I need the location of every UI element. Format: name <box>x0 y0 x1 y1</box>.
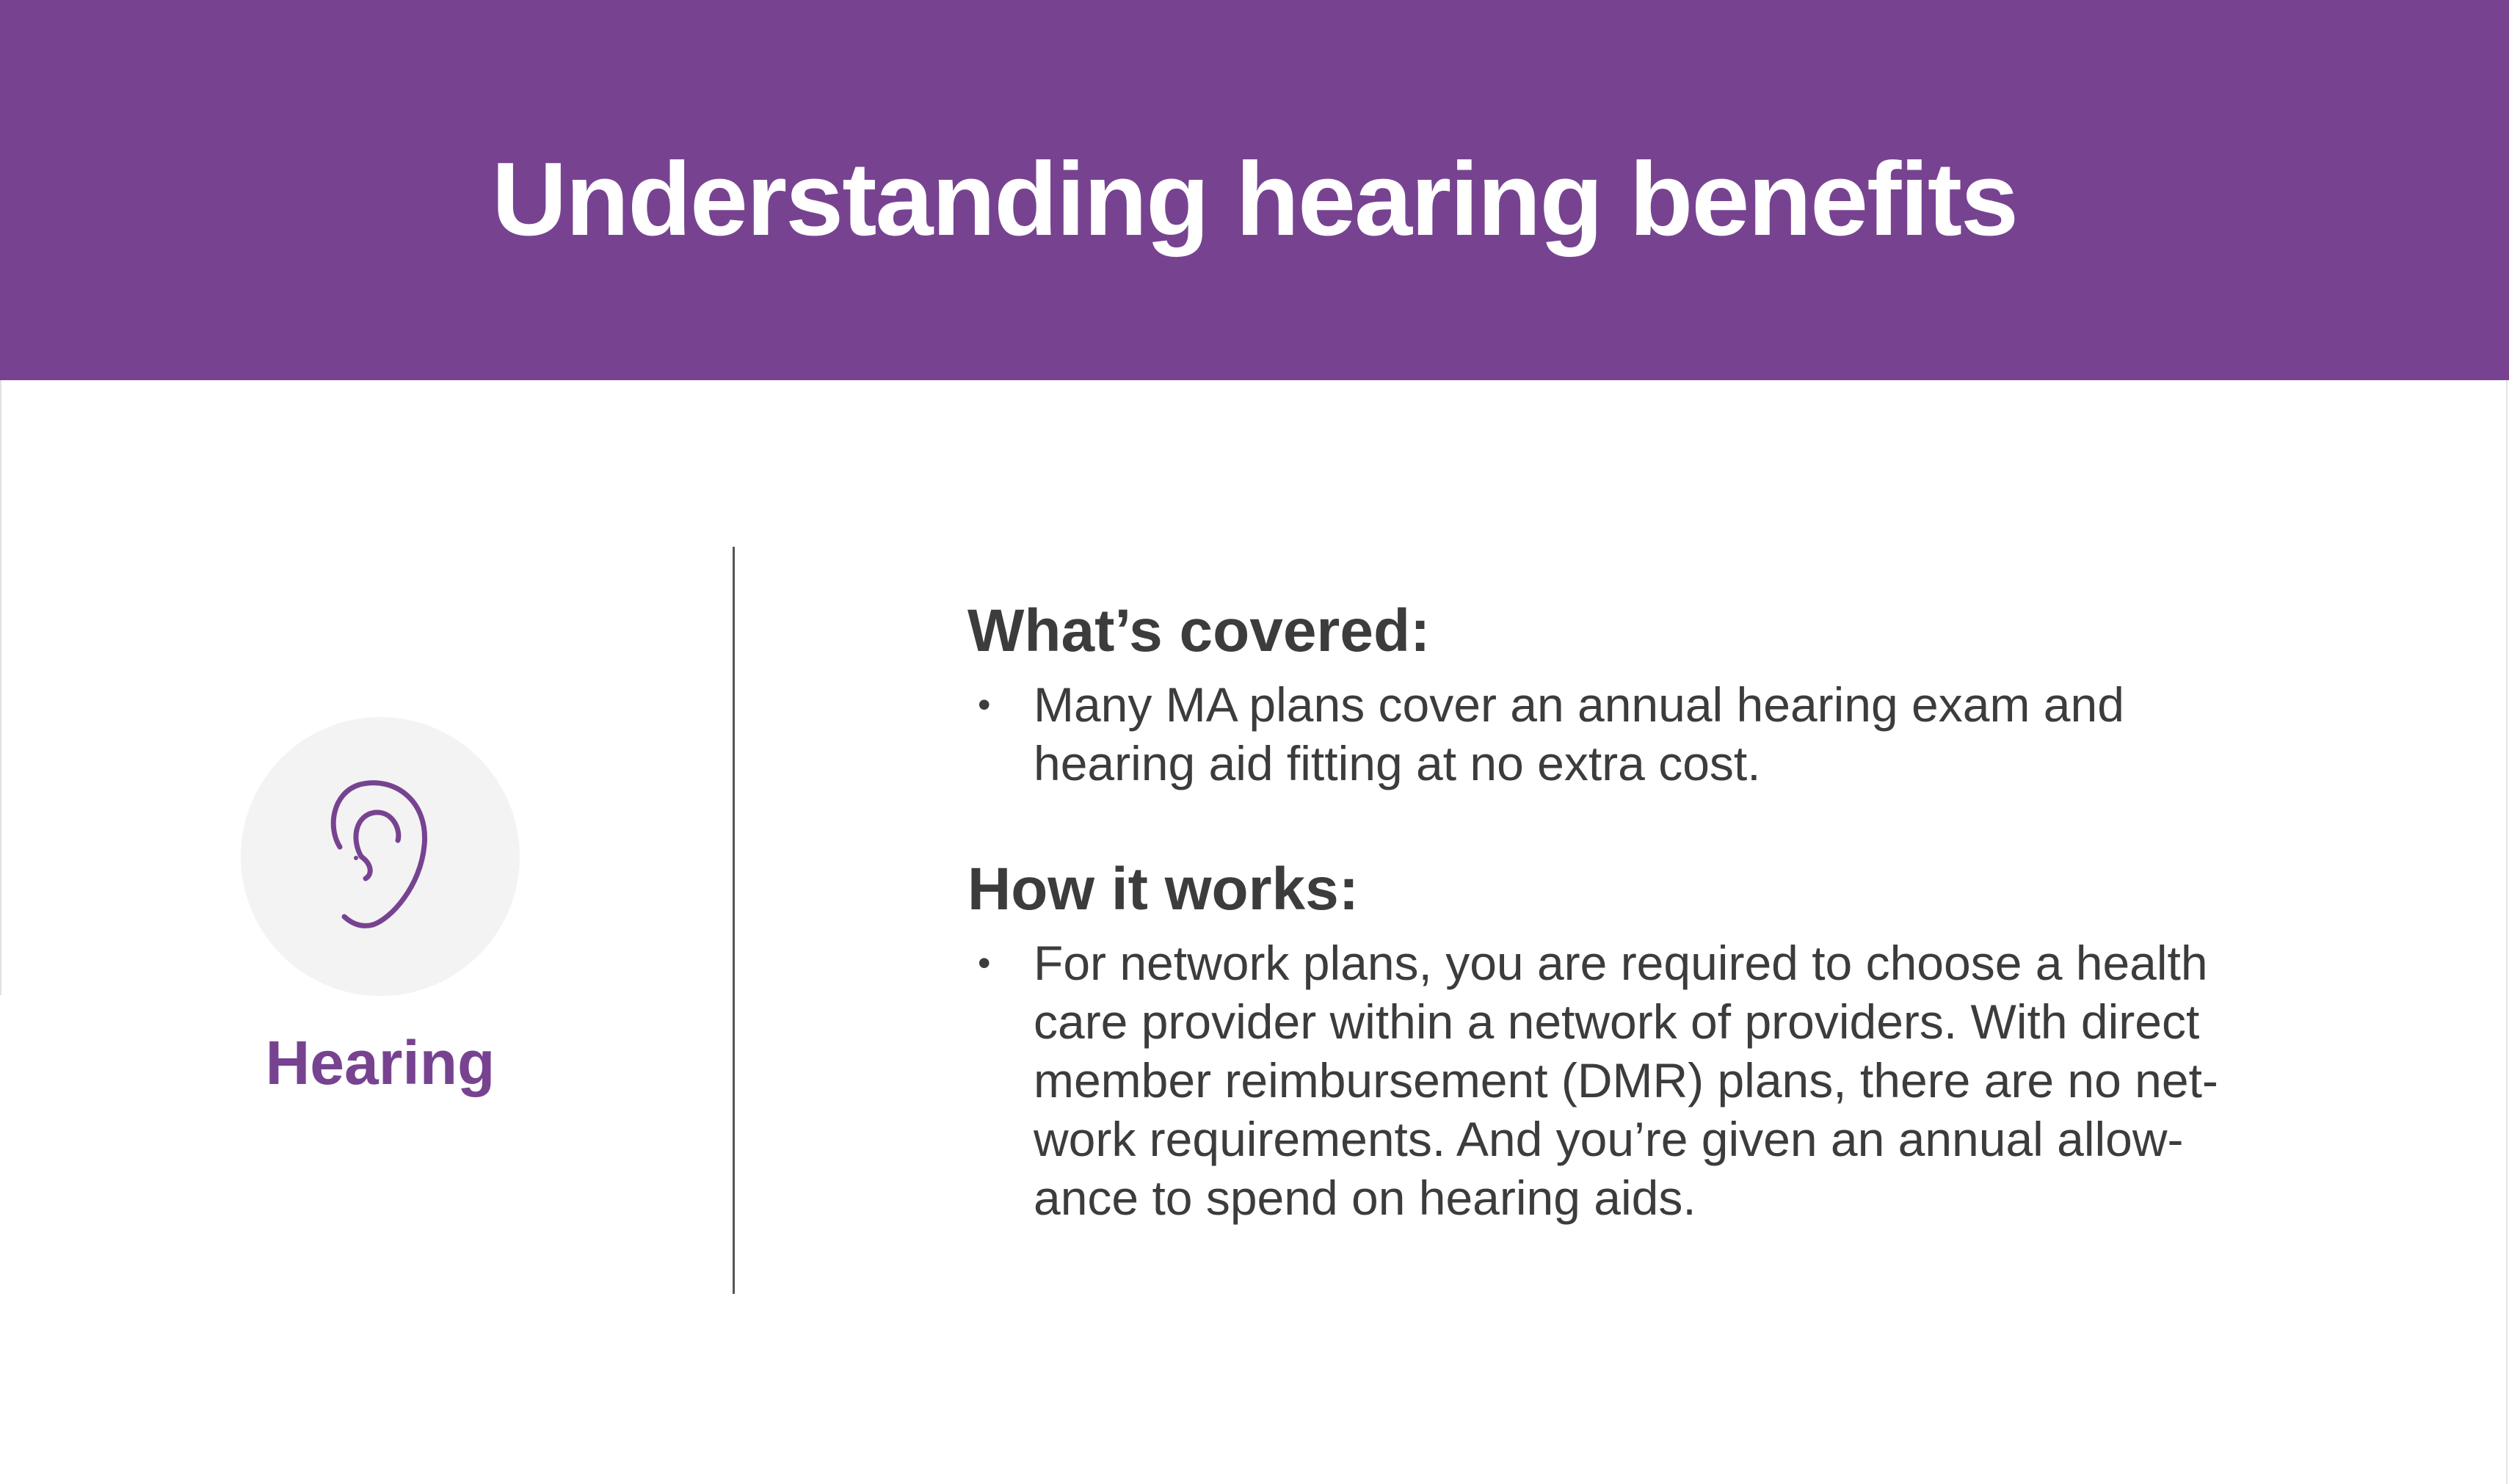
right-edge-line <box>2506 380 2508 1484</box>
bullet-text-line: work requirements. And you’re given an annual allow- <box>1034 1112 2184 1166</box>
benefit-details <box>967 587 2303 1227</box>
bullet-item <box>967 675 2303 793</box>
bullet-dot: • <box>978 684 991 725</box>
category-label: Hearing <box>265 1028 495 1097</box>
bullet-text-line: member reimbursement (DMR) plans, there are no net- <box>1034 1053 2218 1107</box>
section-heading: How it works: <box>967 856 1359 923</box>
header-banner <box>0 0 2509 380</box>
bullet-item <box>967 934 2303 1227</box>
page-title: Understanding hearing benefits <box>491 141 2018 258</box>
ear-icon-badge <box>241 717 520 996</box>
bullet-text-line: care provider within a network of providers. With direct <box>1034 994 2200 1049</box>
bullet-text-line: For network plans, you are required to choose a health <box>1034 936 2208 990</box>
bullet-text-line: hearing aid fitting at no extra cost. <box>1034 736 1761 790</box>
section-how-it-works <box>967 845 2303 1227</box>
bullet-text-line: Many MA plans cover an annual hearing exam and <box>1034 677 2124 732</box>
ear-icon <box>241 717 520 996</box>
bullet-dot: • <box>978 942 991 983</box>
vertical-divider <box>733 547 735 1294</box>
bullet-text-line: ance to spend on hearing aids. <box>1034 1171 1696 1225</box>
left-edge-line <box>0 380 1 995</box>
section-heading: What’s covered: <box>967 597 1431 664</box>
section-whats-covered <box>967 587 2303 793</box>
